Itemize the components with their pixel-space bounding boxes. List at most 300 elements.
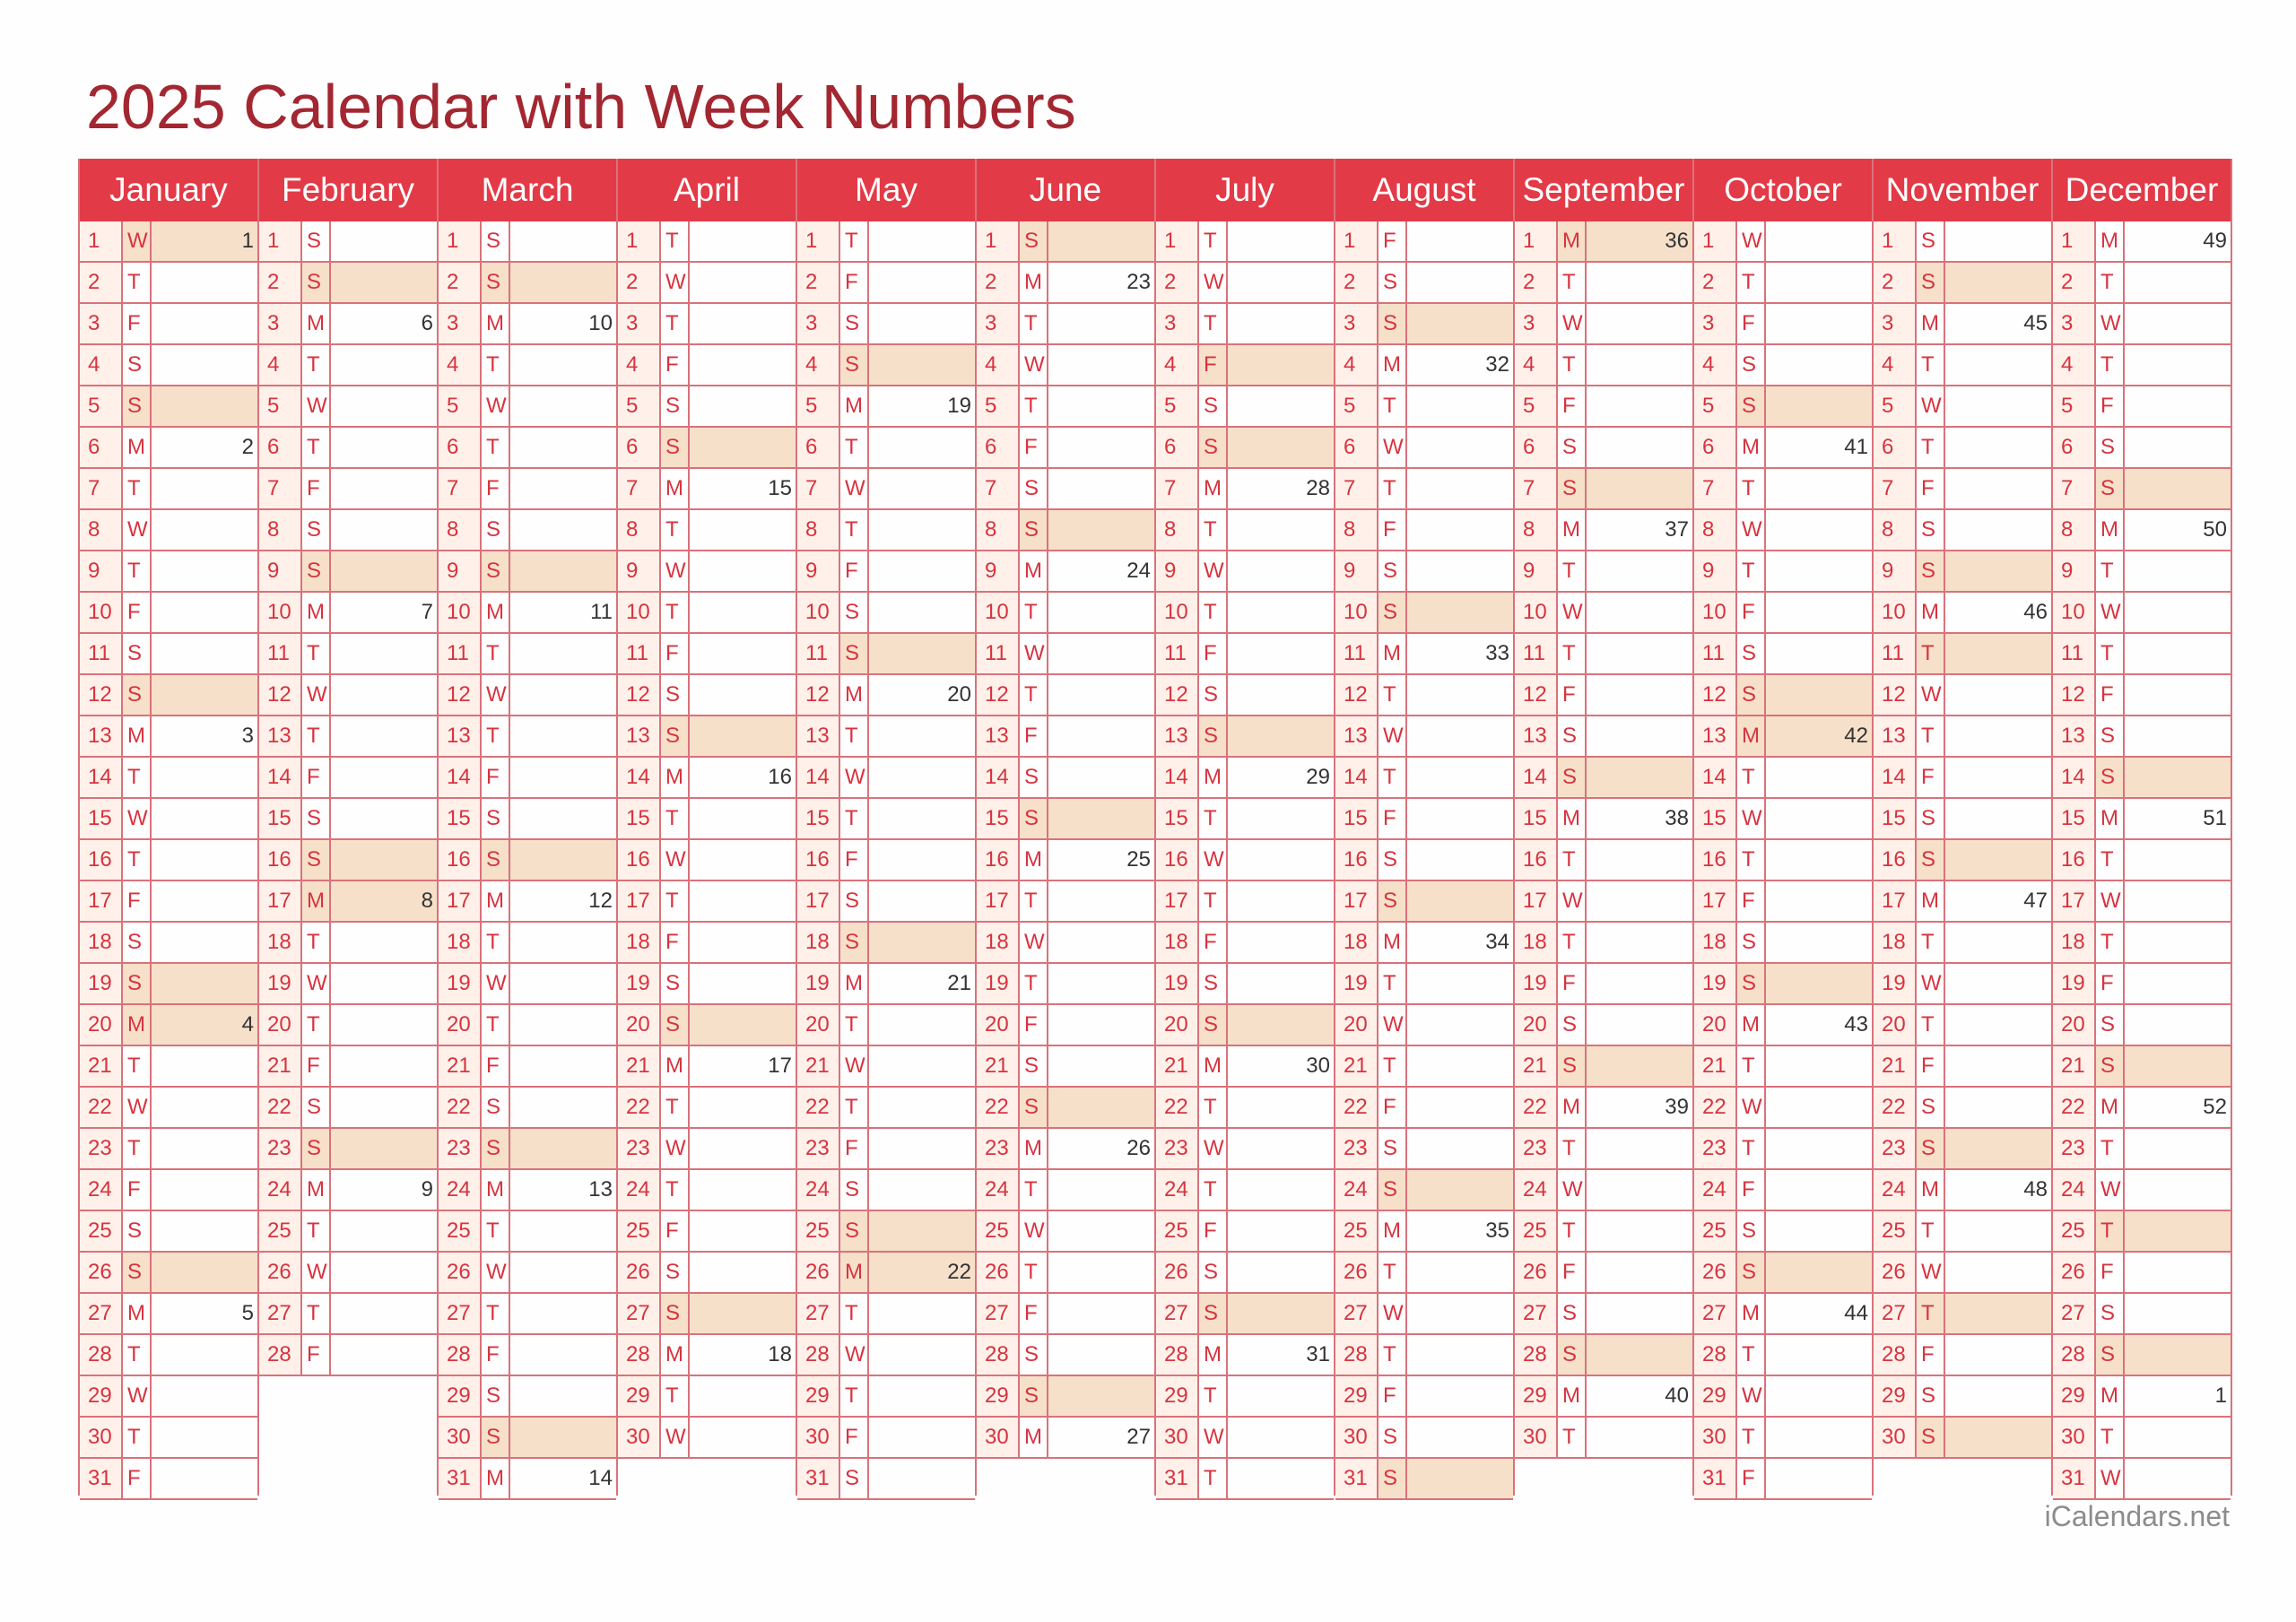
weekday-letter: W <box>2096 1459 2125 1498</box>
day-number: 7 <box>797 469 840 508</box>
week-number <box>690 840 796 880</box>
day-number: 30 <box>977 1418 1020 1457</box>
week-number <box>1766 1459 1872 1498</box>
day-row <box>439 386 616 428</box>
weekday-letter: T <box>1917 1211 1945 1251</box>
day-number: 28 <box>1694 1335 1737 1375</box>
weekday-letter: M <box>2096 510 2125 550</box>
weekday-letter: T <box>1737 1129 1766 1168</box>
week-number <box>1587 1294 1692 1333</box>
day-number: 29 <box>1515 1376 1558 1416</box>
day-row <box>1335 1129 1513 1170</box>
weekday-letter: S <box>1917 1376 1945 1416</box>
weekday-letter: M <box>1020 1418 1048 1457</box>
day-row <box>618 593 796 634</box>
day-row <box>80 923 257 964</box>
weekday-letter: M <box>1558 1376 1587 1416</box>
week-number: 37 <box>1665 517 1689 542</box>
week-number <box>1407 304 1513 343</box>
weekday-letter: T <box>840 1005 869 1045</box>
week-number <box>1766 1335 1872 1375</box>
day-row <box>797 799 975 840</box>
week-number <box>152 1211 257 1251</box>
day-number: 25 <box>1335 1211 1378 1251</box>
day-row <box>1515 593 1692 634</box>
day-row <box>1874 1294 2051 1335</box>
week-number <box>152 1376 257 1416</box>
weekday-letter: T <box>123 469 152 508</box>
week-number <box>331 1253 437 1292</box>
weekday-letter: F <box>1020 428 1048 467</box>
week-number <box>1048 716 1154 756</box>
day-row <box>1874 1005 2051 1046</box>
weekday-letter: F <box>2096 675 2125 715</box>
day-row <box>259 304 437 345</box>
day-row <box>797 758 975 799</box>
day-row <box>1335 1005 1513 1046</box>
week-number <box>1228 1088 1334 1127</box>
day-row <box>1156 964 1334 1005</box>
day-number: 14 <box>1874 758 1917 797</box>
day-number: 23 <box>1515 1129 1558 1168</box>
week-number <box>1407 1294 1513 1333</box>
day-row <box>977 263 1154 304</box>
week-number <box>1048 1170 1154 1210</box>
day-number: 13 <box>1694 716 1737 756</box>
day-number: 11 <box>1874 634 1917 673</box>
day-row <box>259 469 437 510</box>
weekday-letter: S <box>1737 675 1766 715</box>
week-number <box>690 263 796 302</box>
weekday-letter: T <box>1917 345 1945 385</box>
day-number: 29 <box>1694 1376 1737 1416</box>
weekday-letter: F <box>1378 221 1407 261</box>
day-row <box>259 716 437 758</box>
day-number: 23 <box>1874 1129 1917 1168</box>
day-number: 9 <box>1874 551 1917 591</box>
day-number: 20 <box>797 1005 840 1045</box>
day-number: 31 <box>1156 1459 1199 1498</box>
week-number <box>331 345 437 385</box>
weekday-letter: S <box>302 840 331 880</box>
weekday-letter: F <box>661 345 690 385</box>
week-number <box>510 1005 616 1045</box>
day-row <box>977 964 1154 1005</box>
day-row <box>439 758 616 799</box>
weekday-letter: W <box>1737 1088 1766 1127</box>
day-row <box>1874 716 2051 758</box>
day-number: 28 <box>259 1335 302 1375</box>
day-row <box>439 469 616 510</box>
weekday-letter: F <box>1378 1088 1407 1127</box>
day-number: 12 <box>2053 675 2096 715</box>
day-number: 28 <box>797 1335 840 1375</box>
day-row <box>797 1294 975 1335</box>
weekday-letter: S <box>1378 1459 1407 1498</box>
week-number <box>1048 386 1154 426</box>
week-number <box>152 964 257 1003</box>
day-number: 19 <box>1156 964 1199 1003</box>
day-number: 28 <box>618 1335 661 1375</box>
week-number: 24 <box>1126 559 1151 583</box>
weekday-letter: S <box>2096 1005 2125 1045</box>
weekday-letter: S <box>2096 758 2125 797</box>
weekday-letter: T <box>482 634 510 673</box>
day-number: 8 <box>1694 510 1737 550</box>
day-number: 25 <box>2053 1211 2096 1251</box>
day-row <box>259 1170 437 1211</box>
week-number: 41 <box>1844 435 1868 459</box>
weekday-letter: M <box>840 386 869 426</box>
weekday-letter: S <box>1558 469 1587 508</box>
day-number: 3 <box>1156 304 1199 343</box>
weekday-letter: T <box>1917 923 1945 962</box>
week-number: 13 <box>588 1177 613 1201</box>
day-number: 17 <box>2053 881 2096 921</box>
day-number: 16 <box>1515 840 1558 880</box>
day-number: 15 <box>618 799 661 838</box>
day-row <box>2053 1376 2231 1418</box>
weekday-letter: T <box>123 758 152 797</box>
weekday-letter: T <box>482 923 510 962</box>
day-number: 14 <box>797 758 840 797</box>
week-number <box>510 345 616 385</box>
week-number <box>2125 923 2231 962</box>
week-number <box>1048 1335 1154 1375</box>
week-number <box>1407 263 1513 302</box>
day-row <box>797 840 975 881</box>
day-row <box>1515 923 1692 964</box>
day-number: 18 <box>1515 923 1558 962</box>
month-header: August <box>1335 159 1513 221</box>
day-row <box>80 469 257 510</box>
weekday-letter: S <box>661 428 690 467</box>
weekday-letter: T <box>661 304 690 343</box>
week-number <box>1587 1005 1692 1045</box>
month-column-january <box>80 159 259 1496</box>
day-row <box>1874 1418 2051 1459</box>
day-number: 20 <box>1874 1005 1917 1045</box>
week-number <box>1945 964 2051 1003</box>
day-number: 19 <box>977 964 1020 1003</box>
day-row <box>259 675 437 716</box>
day-row <box>977 1005 1154 1046</box>
day-row <box>1335 593 1513 634</box>
week-number <box>690 551 796 591</box>
weekday-letter: M <box>1558 1088 1587 1127</box>
week-number <box>152 881 257 921</box>
day-row <box>977 593 1154 634</box>
day-row <box>2053 593 2231 634</box>
day-row <box>1874 386 2051 428</box>
day-row <box>1156 1335 1334 1376</box>
weekday-letter: W <box>1378 428 1407 467</box>
day-row <box>259 263 437 304</box>
week-number <box>1766 1376 1872 1416</box>
day-number: 29 <box>439 1376 482 1416</box>
week-number <box>1407 840 1513 880</box>
weekday-letter: W <box>1558 304 1587 343</box>
day-number: 11 <box>618 634 661 673</box>
day-number: 5 <box>1515 386 1558 426</box>
day-number: 17 <box>618 881 661 921</box>
day-row <box>797 1088 975 1129</box>
week-number <box>1766 304 1872 343</box>
week-number <box>152 1253 257 1292</box>
day-number: 11 <box>977 634 1020 673</box>
day-row <box>259 1211 437 1253</box>
week-number <box>1228 840 1334 880</box>
day-row <box>1515 1294 1692 1335</box>
weekday-letter: F <box>2096 964 2125 1003</box>
weekday-letter: M <box>661 1335 690 1375</box>
day-number: 4 <box>797 345 840 385</box>
week-number <box>510 799 616 838</box>
day-number: 18 <box>797 923 840 962</box>
week-number <box>1407 1459 1513 1498</box>
day-number: 14 <box>80 758 123 797</box>
day-number: 16 <box>1874 840 1917 880</box>
day-number: 12 <box>1874 675 1917 715</box>
day-row <box>259 1335 437 1376</box>
day-number: 19 <box>1515 964 1558 1003</box>
day-number: 14 <box>2053 758 2096 797</box>
week-number <box>1766 758 1872 797</box>
day-row <box>1515 881 1692 923</box>
week-number <box>2125 386 2231 426</box>
week-number <box>1407 1418 1513 1457</box>
day-row <box>259 428 437 469</box>
month-column-july <box>1156 159 1335 1496</box>
day-number: 24 <box>618 1170 661 1210</box>
day-row <box>1156 551 1334 593</box>
day-row <box>797 964 975 1005</box>
weekday-letter: T <box>482 428 510 467</box>
day-number: 9 <box>618 551 661 591</box>
day-number: 7 <box>1156 469 1199 508</box>
week-number <box>152 634 257 673</box>
day-row <box>2053 716 2231 758</box>
week-number <box>2125 345 2231 385</box>
day-number: 10 <box>1515 593 1558 632</box>
day-number: 1 <box>439 221 482 261</box>
week-number: 29 <box>1306 765 1330 789</box>
weekday-letter: T <box>1199 799 1228 838</box>
weekday-letter: S <box>1199 964 1228 1003</box>
day-row <box>259 386 437 428</box>
day-number: 9 <box>797 551 840 591</box>
week-number <box>331 634 437 673</box>
weekday-letter: M <box>2096 221 2125 261</box>
day-row <box>439 1170 616 1211</box>
weekday-letter: T <box>840 1294 869 1333</box>
day-row <box>1156 345 1334 386</box>
day-row <box>797 1335 975 1376</box>
week-number <box>1048 1005 1154 1045</box>
day-row <box>1515 263 1692 304</box>
day-row <box>1515 1046 1692 1088</box>
week-number: 3 <box>241 724 254 748</box>
weekday-letter: S <box>123 345 152 385</box>
weekday-letter: T <box>2096 1418 2125 1457</box>
week-number <box>1945 923 2051 962</box>
day-number: 7 <box>1694 469 1737 508</box>
week-number <box>1048 593 1154 632</box>
weekday-letter: T <box>1378 964 1407 1003</box>
week-number <box>869 1088 975 1127</box>
week-number <box>1766 964 1872 1003</box>
day-row <box>80 593 257 634</box>
week-number <box>1407 1005 1513 1045</box>
week-number: 7 <box>421 600 433 624</box>
weekday-letter: F <box>1558 675 1587 715</box>
day-row <box>797 1253 975 1294</box>
week-number <box>1048 304 1154 343</box>
month-header: July <box>1156 159 1334 221</box>
day-number: 13 <box>2053 716 2096 756</box>
week-number <box>1048 1294 1154 1333</box>
week-number <box>331 799 437 838</box>
weekday-letter: T <box>1378 1335 1407 1375</box>
weekday-letter: S <box>2096 1046 2125 1086</box>
day-row <box>1874 675 2051 716</box>
week-number <box>2125 1129 2231 1168</box>
month-header: May <box>797 159 975 221</box>
weekday-letter: S <box>840 304 869 343</box>
day-number: 18 <box>1156 923 1199 962</box>
week-number <box>331 1211 437 1251</box>
weekday-letter: W <box>840 1046 869 1086</box>
day-row <box>439 799 616 840</box>
day-row <box>2053 1459 2231 1500</box>
week-number <box>2125 551 2231 591</box>
weekday-letter: T <box>1378 469 1407 508</box>
day-number: 7 <box>1515 469 1558 508</box>
week-number <box>152 510 257 550</box>
week-number <box>690 1253 796 1292</box>
day-row <box>439 263 616 304</box>
week-number <box>869 510 975 550</box>
week-number <box>331 964 437 1003</box>
day-row <box>618 469 796 510</box>
week-number <box>869 923 975 962</box>
week-number <box>1228 799 1334 838</box>
weekday-letter: F <box>840 1418 869 1457</box>
week-number: 5 <box>241 1301 254 1325</box>
day-number: 10 <box>439 593 482 632</box>
day-row <box>1694 551 1872 593</box>
day-row <box>259 758 437 799</box>
day-row <box>2053 1418 2231 1459</box>
week-number <box>331 758 437 797</box>
week-number <box>331 840 437 880</box>
day-row <box>977 923 1154 964</box>
day-number: 18 <box>80 923 123 962</box>
weekday-letter: W <box>302 675 331 715</box>
day-number: 30 <box>2053 1418 2096 1457</box>
weekday-letter: M <box>840 675 869 715</box>
weekday-letter: S <box>302 510 331 550</box>
day-row <box>80 1459 257 1500</box>
day-number: 16 <box>259 840 302 880</box>
day-number: 4 <box>439 345 482 385</box>
day-row <box>439 964 616 1005</box>
day-number: 16 <box>80 840 123 880</box>
week-number: 48 <box>2023 1177 2048 1201</box>
day-number: 21 <box>80 1046 123 1086</box>
week-number: 50 <box>2203 517 2227 542</box>
weekday-letter: M <box>661 758 690 797</box>
day-number: 8 <box>618 510 661 550</box>
day-row <box>977 716 1154 758</box>
week-number <box>1945 1376 2051 1416</box>
week-number <box>1766 1170 1872 1210</box>
weekday-letter: T <box>1378 758 1407 797</box>
weekday-letter: W <box>1020 923 1048 962</box>
weekday-letter: S <box>1917 799 1945 838</box>
day-number: 2 <box>1694 263 1737 302</box>
weekday-letter: F <box>1917 758 1945 797</box>
day-number: 17 <box>797 881 840 921</box>
day-row <box>1156 1088 1334 1129</box>
day-number: 23 <box>259 1129 302 1168</box>
week-number <box>1048 1211 1154 1251</box>
day-row <box>1156 1253 1334 1294</box>
weekday-letter: T <box>1378 1046 1407 1086</box>
day-number: 27 <box>1874 1294 1917 1333</box>
day-number: 11 <box>259 634 302 673</box>
weekday-letter: T <box>661 221 690 261</box>
day-row <box>1694 675 1872 716</box>
day-row <box>797 510 975 551</box>
weekday-letter: F <box>1199 345 1228 385</box>
day-row <box>1694 1046 1872 1088</box>
day-row <box>259 1046 437 1088</box>
day-row <box>259 1088 437 1129</box>
week-number <box>1766 221 1872 261</box>
weekday-letter: W <box>482 675 510 715</box>
week-number <box>869 304 975 343</box>
weekday-letter: M <box>302 1170 331 1210</box>
day-number: 30 <box>1874 1418 1917 1457</box>
day-row <box>977 1376 1154 1418</box>
weekday-letter: S <box>482 840 510 880</box>
day-number: 27 <box>259 1294 302 1333</box>
day-row <box>439 1088 616 1129</box>
day-number: 15 <box>1874 799 1917 838</box>
week-number: 26 <box>1126 1136 1151 1160</box>
day-row <box>618 1170 796 1211</box>
day-number: 27 <box>797 1294 840 1333</box>
weekday-letter: S <box>1020 221 1048 261</box>
week-number: 17 <box>768 1054 792 1078</box>
weekday-letter: T <box>123 840 152 880</box>
day-number: 21 <box>618 1046 661 1086</box>
week-number <box>1228 1253 1334 1292</box>
week-number <box>2125 758 2231 797</box>
day-row <box>2053 551 2231 593</box>
day-row <box>1335 799 1513 840</box>
day-number: 19 <box>259 964 302 1003</box>
weekday-letter: T <box>302 1005 331 1045</box>
week-number <box>1048 469 1154 508</box>
week-number: 46 <box>2023 600 2048 624</box>
week-number: 1 <box>152 221 257 261</box>
weekday-letter: S <box>840 345 869 385</box>
weekday-letter: T <box>1199 221 1228 261</box>
weekday-letter: W <box>1199 840 1228 880</box>
day-number: 16 <box>618 840 661 880</box>
